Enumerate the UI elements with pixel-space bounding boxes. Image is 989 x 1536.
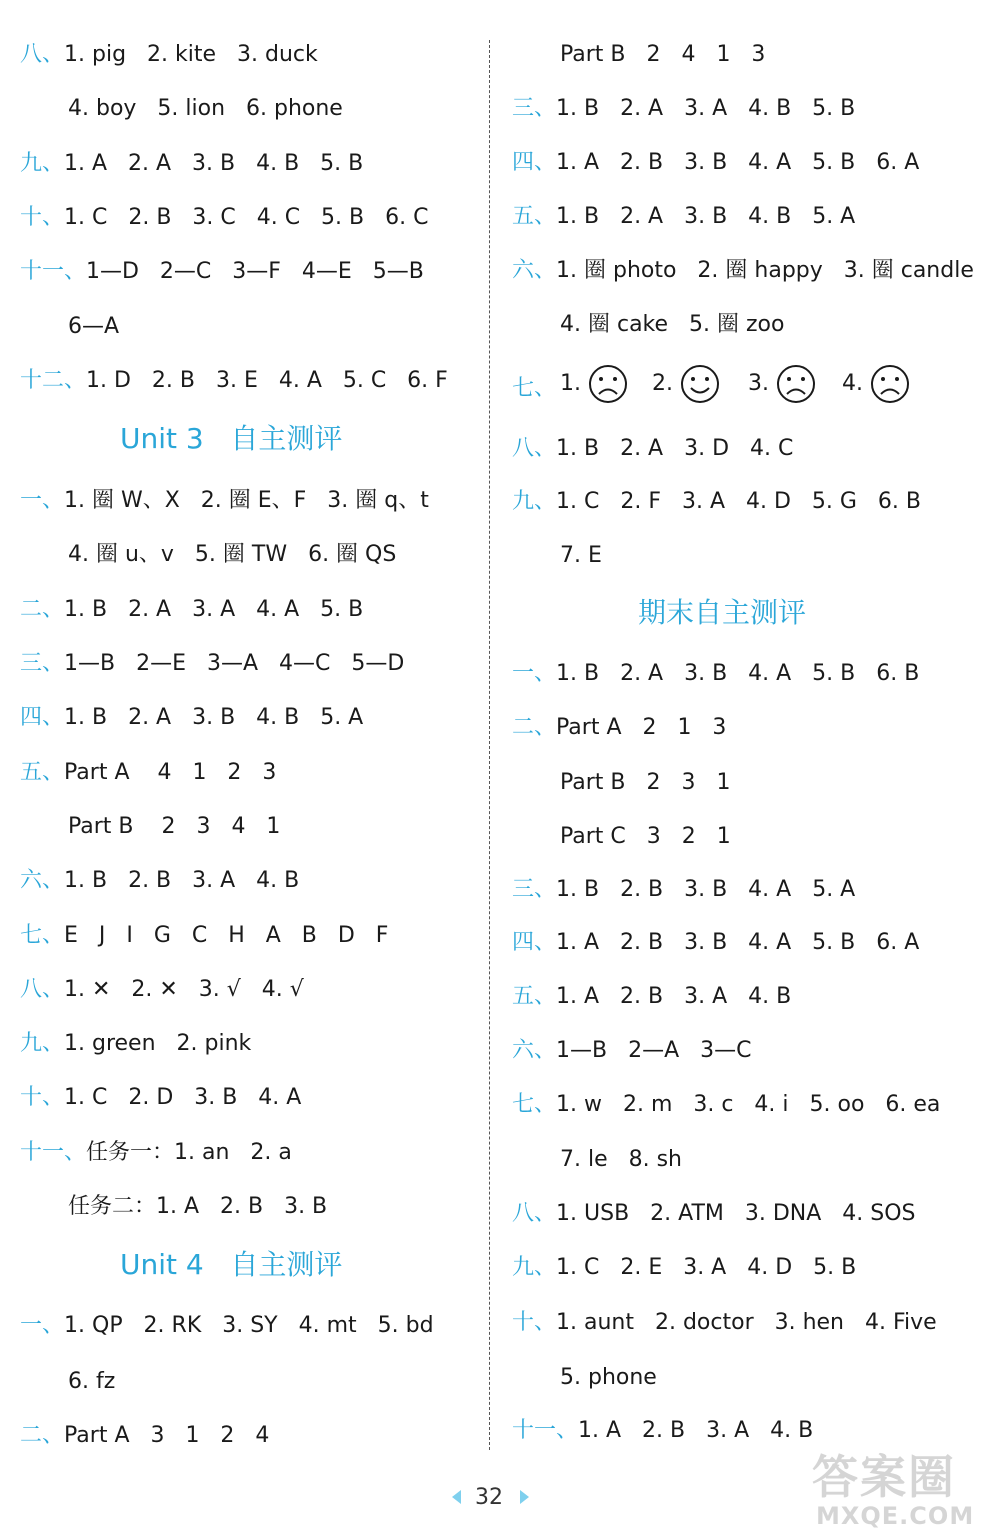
answer-text: 1. A 2. B 3. B 4. A 5. B 6. A bbox=[556, 150, 920, 175]
answer-text: 5. phone bbox=[560, 1365, 657, 1390]
question-number: 十一、 bbox=[512, 1418, 579, 1443]
question-number: 五、 bbox=[512, 984, 557, 1009]
question-number: 五、 bbox=[20, 760, 65, 785]
answer-line bbox=[512, 982, 791, 1012]
question-number: 十、 bbox=[512, 1310, 557, 1335]
answer-text: 1. QP 2. RK 3. SY 4. mt 5. bd bbox=[64, 1313, 434, 1338]
answer-line bbox=[20, 40, 318, 70]
question-number: 九、 bbox=[512, 489, 557, 514]
question-number: 四、 bbox=[512, 150, 557, 175]
answer-text: 1. green 2. pink bbox=[64, 1031, 252, 1056]
next-arrow-icon bbox=[520, 1490, 529, 1504]
happy-face-icon bbox=[680, 364, 720, 404]
answer-text: 1. C 2. D 3. B 4. A bbox=[64, 1085, 302, 1110]
answer-line bbox=[20, 921, 388, 951]
question-number: 二、 bbox=[20, 597, 65, 622]
answer-text: Part B 2 4 1 3 bbox=[560, 42, 766, 67]
watermark bbox=[812, 1452, 982, 1534]
face-label: 1. bbox=[560, 371, 581, 396]
answer-line bbox=[20, 1421, 269, 1451]
sad-face-icon bbox=[588, 364, 628, 404]
answer-line bbox=[512, 659, 919, 689]
answer-text: Part A 4 1 2 3 bbox=[64, 760, 277, 785]
question-number: 十、 bbox=[20, 1085, 65, 1110]
answer-line bbox=[20, 1029, 251, 1059]
question-number: 四、 bbox=[512, 930, 557, 955]
section-heading: Unit 3 自主测评 bbox=[120, 422, 343, 455]
question-number: 三、 bbox=[512, 96, 557, 121]
answer-line bbox=[20, 1138, 292, 1168]
answer-text: 1. A 2. A 3. B 4. B 5. B bbox=[64, 151, 364, 176]
answer-line bbox=[20, 1083, 301, 1113]
answer-text: 1. pig 2. kite 3. duck bbox=[64, 42, 318, 67]
answer-line bbox=[20, 203, 428, 233]
answer-text: 1. B 2. A 3. A 4. B 5. B bbox=[556, 96, 856, 121]
answer-line bbox=[68, 1367, 115, 1397]
answer-text: 1. A 2. B 3. A 4. B bbox=[578, 1418, 814, 1443]
section-heading: 期末自主测评 bbox=[638, 596, 807, 629]
answer-text: 1. 圈 W、X 2. 圈 E、F 3. 圈 q、t bbox=[64, 488, 429, 513]
question-number: 五、 bbox=[512, 204, 557, 229]
answer-line bbox=[20, 1311, 434, 1341]
column-divider bbox=[489, 40, 490, 1450]
answer-text: 7. E bbox=[560, 543, 602, 568]
question-number: 八、 bbox=[512, 1201, 557, 1226]
question-number: 八、 bbox=[20, 42, 65, 67]
answer-line bbox=[560, 822, 731, 852]
answer-line bbox=[20, 486, 429, 516]
question-number: 一、 bbox=[20, 488, 65, 513]
answer-line bbox=[512, 202, 855, 232]
answer-line bbox=[68, 540, 396, 570]
answer-line bbox=[512, 875, 855, 905]
answer-line bbox=[512, 1036, 751, 1066]
question-number: 十二、 bbox=[20, 368, 87, 393]
question-number: 九、 bbox=[20, 151, 65, 176]
answer-line bbox=[560, 768, 730, 798]
answer-line bbox=[20, 366, 448, 396]
answer-text: Part B 2 3 1 bbox=[560, 770, 731, 795]
answer-text: 1. USB 2. ATM 3. DNA 4. SOS bbox=[556, 1201, 916, 1226]
answer-line bbox=[512, 434, 793, 464]
answer-line bbox=[20, 758, 276, 788]
question-number: 一、 bbox=[20, 1313, 65, 1338]
answer-line bbox=[20, 257, 424, 287]
answer-text: 1. ✕ 2. ✕ 3. √ 4. √ bbox=[64, 977, 304, 1002]
prev-arrow-icon bbox=[452, 1490, 461, 1504]
answer-line bbox=[560, 1145, 682, 1175]
answer-text: 1. B 2. A 3. B 4. A 5. B 6. B bbox=[556, 661, 920, 686]
answer-line bbox=[20, 649, 404, 679]
question-number: 九、 bbox=[20, 1031, 65, 1056]
answer-text: 1. B 2. A 3. D 4. C bbox=[556, 436, 794, 461]
answer-text: 1—B 2—A 3—C bbox=[556, 1038, 752, 1063]
answer-line bbox=[512, 94, 855, 124]
sad-face-icon bbox=[870, 364, 910, 404]
answer-line bbox=[20, 866, 299, 896]
answer-line bbox=[68, 312, 119, 342]
answer-line bbox=[20, 975, 304, 1005]
answer-text: 1. B 2. B 3. B 4. A 5. A bbox=[556, 877, 856, 902]
answer-line bbox=[20, 595, 363, 625]
section-heading: Unit 4 自主测评 bbox=[120, 1248, 343, 1281]
answer-text: 4. 圈 cake 5. 圈 zoo bbox=[560, 312, 785, 337]
answer-line bbox=[512, 1199, 916, 1229]
question-number: 七、 bbox=[512, 376, 557, 401]
answer-text: 任务二：1. A 2. B 3. B bbox=[68, 1194, 328, 1219]
question-number: 十一、 bbox=[20, 1140, 87, 1165]
question-number: 一、 bbox=[512, 661, 557, 686]
answer-text: 6. fz bbox=[68, 1369, 116, 1394]
answer-line bbox=[20, 703, 363, 733]
answer-line bbox=[512, 148, 919, 178]
answer-text: 1. w 2. m 3. c 4. i 5. oo 6. ea bbox=[556, 1092, 941, 1117]
answer-line bbox=[512, 487, 921, 517]
question-number: 八、 bbox=[20, 977, 65, 1002]
question-number: 六、 bbox=[512, 258, 557, 283]
question-number: 七、 bbox=[20, 923, 65, 948]
answer-line bbox=[512, 1253, 856, 1283]
question-number: 八、 bbox=[512, 436, 557, 461]
answer-text: 1. B 2. A 3. B 4. B 5. A bbox=[64, 705, 364, 730]
answer-line bbox=[512, 1308, 937, 1338]
answer-text: 1. B 2. A 3. B 4. B 5. A bbox=[556, 204, 856, 229]
answer-text: Part C 3 2 1 bbox=[560, 824, 731, 849]
answer-text: 1. C 2. E 3. A 4. D 5. B bbox=[556, 1255, 857, 1280]
question-number: 二、 bbox=[512, 715, 557, 740]
question-number: 三、 bbox=[512, 877, 557, 902]
answer-text: 任务一：1. an 2. a bbox=[86, 1140, 292, 1165]
face-label: 3. bbox=[748, 371, 769, 396]
answer-text: Part A 3 1 2 4 bbox=[64, 1423, 270, 1448]
answer-text: 1. B 2. B 3. A 4. B bbox=[64, 868, 300, 893]
answer-line bbox=[512, 1090, 940, 1120]
answer-line bbox=[20, 149, 363, 179]
answer-line bbox=[512, 928, 919, 958]
question-number: 六、 bbox=[20, 868, 65, 893]
sad-face-icon bbox=[776, 364, 816, 404]
watermark-url: MXQE.COM bbox=[816, 1502, 975, 1530]
face-label: 2. bbox=[652, 371, 673, 396]
answer-text: 1. C 2. F 3. A 4. D 5. G 6. B bbox=[556, 489, 921, 514]
answer-text: 6—A bbox=[68, 314, 120, 339]
question-number: 九、 bbox=[512, 1255, 557, 1280]
answer-text: Part A 2 1 3 bbox=[556, 715, 727, 740]
question-number: 三、 bbox=[20, 651, 65, 676]
answer-text: 1. 圈 photo 2. 圈 happy 3. 圈 candle bbox=[556, 258, 974, 283]
answer-line bbox=[560, 1363, 657, 1393]
answer-text: 4. boy 5. lion 6. phone bbox=[68, 96, 343, 121]
answer-line bbox=[512, 713, 726, 743]
question-number: 四、 bbox=[20, 705, 65, 730]
answer-line bbox=[68, 1192, 327, 1222]
watermark-logo-text: 答案圈 bbox=[812, 1450, 956, 1504]
answer-text: 1—B 2—E 3—A 4—C 5—D bbox=[64, 651, 405, 676]
question-number: 二、 bbox=[20, 1423, 65, 1448]
answer-line bbox=[560, 40, 765, 70]
question-number: 六、 bbox=[512, 1038, 557, 1063]
answer-line bbox=[512, 256, 974, 286]
answer-line bbox=[560, 310, 784, 340]
answer-text: 1. D 2. B 3. E 4. A 5. C 6. F bbox=[86, 368, 448, 393]
answer-text: 4. 圈 u、v 5. 圈 TW 6. 圈 QS bbox=[68, 542, 397, 567]
answer-line bbox=[68, 94, 343, 124]
answer-text: E J I G C H A B D F bbox=[64, 923, 389, 948]
answer-text: 7. le 8. sh bbox=[560, 1147, 682, 1172]
answer-text: 1. A 2. B 3. B 4. A 5. B 6. A bbox=[556, 930, 920, 955]
question-number: 十一、 bbox=[20, 259, 87, 284]
answer-line bbox=[560, 541, 602, 571]
face-label: 4. bbox=[842, 371, 863, 396]
answer-text: 1. B 2. A 3. A 4. A 5. B bbox=[64, 597, 364, 622]
answer-text: 1. A 2. B 3. A 4. B bbox=[556, 984, 792, 1009]
page-number: 32 bbox=[475, 1485, 503, 1510]
answer-text: 1. C 2. B 3. C 4. C 5. B 6. C bbox=[64, 205, 429, 230]
question-number: 七、 bbox=[512, 1092, 557, 1117]
answer-text: 1—D 2—C 3—F 4—E 5—B bbox=[86, 259, 424, 284]
answer-line bbox=[68, 812, 280, 842]
question-number: 十、 bbox=[20, 205, 65, 230]
answer-text: Part B 2 3 4 1 bbox=[68, 814, 281, 839]
answer-line bbox=[512, 1416, 813, 1446]
answer-text: 1. aunt 2. doctor 3. hen 4. Five bbox=[556, 1310, 937, 1335]
